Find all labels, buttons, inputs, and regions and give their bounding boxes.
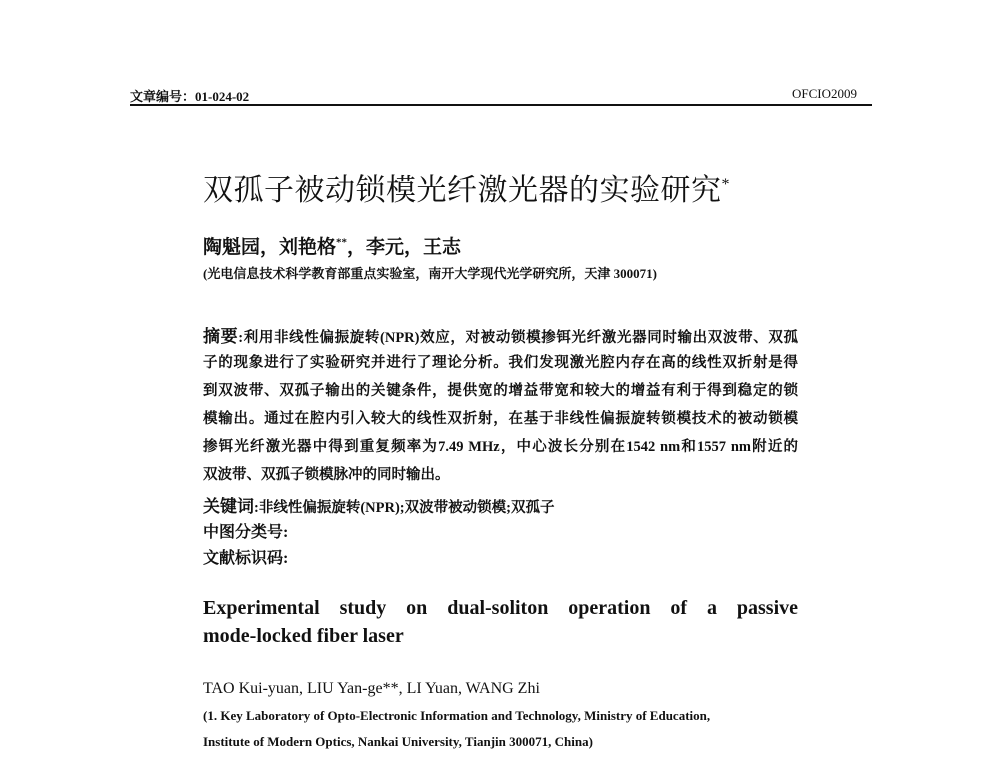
conference-code: OFCIO2009 — [792, 86, 858, 101]
keywords — [203, 492, 554, 517]
article-number — [130, 86, 249, 105]
authors-cn-b: ，李元，王志 — [347, 237, 462, 258]
keywords-value: :非线性偏振旋转(NPR);双波带被动锁模;双孤子 — [254, 500, 555, 516]
article-number-value: 01-024-02 — [195, 89, 250, 104]
authors-cn — [203, 232, 461, 259]
header-rule — [130, 104, 872, 106]
abstract-line: 到双波带、双孤子输出的关键条件，提供宽的增益带宽和较大的增益有利于得到稳定的锁 — [203, 383, 798, 399]
clc-number-label: 中图分类号: — [203, 524, 289, 541]
title-footnote-mark: * — [721, 176, 730, 193]
abstract-line — [203, 322, 798, 347]
abstract-line: 子的现象进行了实验研究并进行了理论分析。我们发现激光腔内存在高的线性双折射是得 — [203, 355, 798, 371]
title-en-line: Experimental study on dual-soliton operation of a passive — [203, 597, 798, 619]
abstract-label: 摘要 — [203, 327, 239, 346]
authors-en: TAO Kui-yuan, LIU Yan-ge**, LI Yuan, WANG Zhi — [203, 680, 540, 697]
abstract-line: 模输出。通过在腔内引入较大的线性双折射，在基于非线性偏振旋转锁模技术的被动锁模 — [203, 411, 798, 427]
abstract-text: :利用非线性偏振旋转(NPR)效应，对被动锁模掺铒光纤激光器同时输出双波带、双孤 — [238, 330, 798, 346]
affiliation-en-line: Institute of Modern Optics, Nankai University, Tianjin 300071, China) — [203, 734, 593, 749]
title-cn-text: 双孤子被动锁模光纤激光器的实验研究 — [203, 174, 722, 207]
keywords-label: 关键词 — [203, 497, 254, 516]
authors-cn-a: 陶魁园，刘艳格 — [203, 237, 337, 258]
title-cn — [203, 165, 730, 209]
document-code-label: 文献标识码: — [203, 550, 289, 567]
abstract-line: 掺铒光纤激光器中得到重复频率为7.49 MHz，中心波长分别在1542 nm和1557 nm附近的 — [203, 439, 798, 455]
article-number-label: 文章编号： — [130, 89, 196, 104]
title-en-line: mode-locked fiber laser — [203, 625, 404, 647]
abstract-line: 双波带、双孤子锁模脉冲的同时输出。 — [203, 467, 450, 483]
affiliation-en-line: (1. Key Laboratory of Opto-Electronic Information and Technology, Ministry of Education, — [203, 708, 711, 723]
author-mark: ** — [336, 236, 348, 249]
affiliation-cn: (光电信息技术科学教育部重点实验室，南开大学现代光学研究所，天津 300071) — [203, 266, 657, 281]
